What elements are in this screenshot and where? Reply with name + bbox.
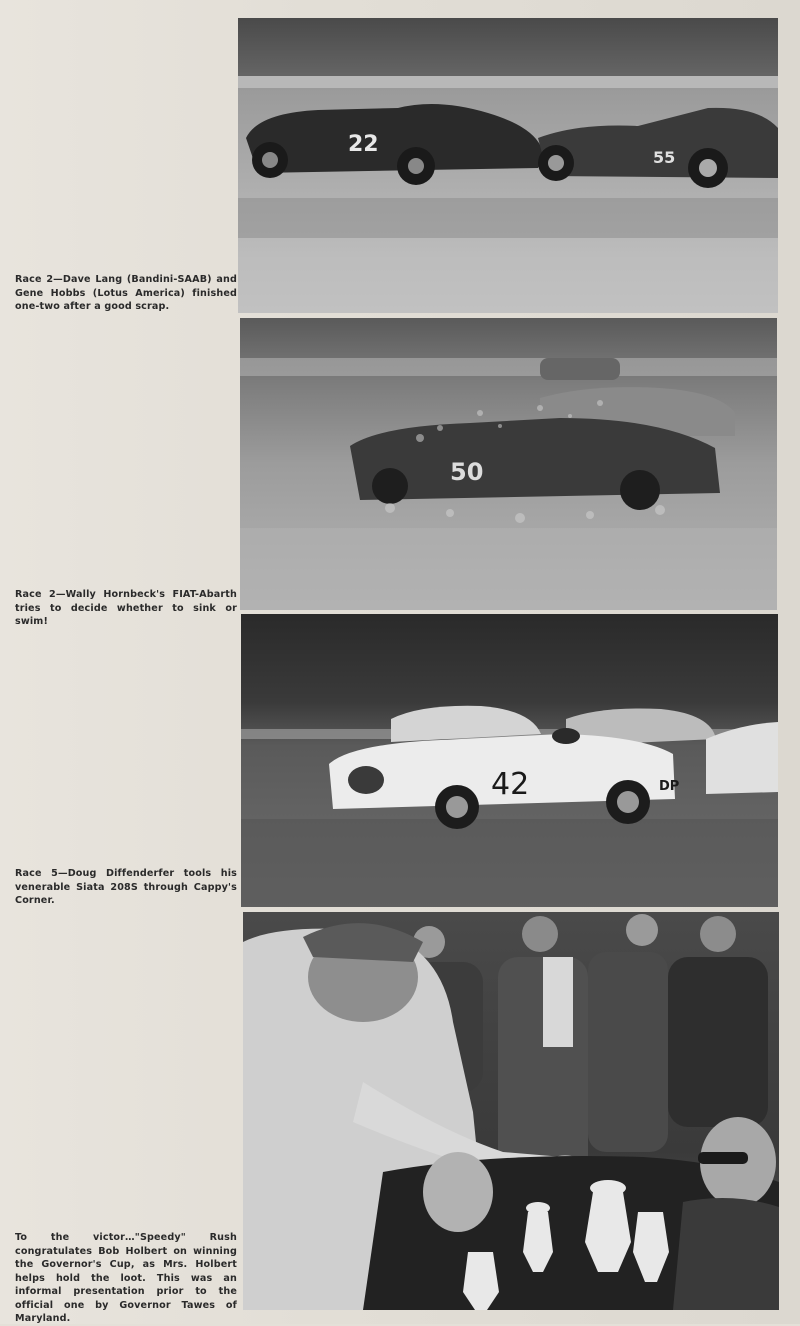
caption-race-5-diffenderfer: Race 5—Doug Diffenderfer tools his venerable Siata 208S through Cappy's Corner. xyxy=(15,868,237,906)
caption-race-2-lang: Race 2—Dave Lang (Bandini-SAAB) and Gene Hobbs (Lotus America) finished one-two after a good scrap. xyxy=(15,274,237,312)
siata-208s-class: DP xyxy=(659,779,680,794)
background-car-1 xyxy=(540,358,620,380)
mrs-holbert-head xyxy=(423,1152,493,1232)
trophy-photo-image xyxy=(243,912,779,1310)
holbert-jacket xyxy=(673,1198,779,1310)
race-photo-3-image xyxy=(241,614,778,907)
siata-208s-grille xyxy=(348,766,384,794)
race-photo-2 xyxy=(240,318,777,610)
trophy-photo xyxy=(243,912,779,1310)
fiat-abarth-number: 50 xyxy=(450,458,484,486)
siata-208s-number: 42 xyxy=(491,767,530,802)
race-photo-1 xyxy=(238,18,778,313)
driver-helmet xyxy=(552,728,580,744)
race-photo-1-image xyxy=(238,18,778,313)
race-photo-3 xyxy=(241,614,778,907)
car-55-number: 55 xyxy=(653,148,676,167)
holbert-sunglasses xyxy=(698,1152,748,1164)
caption-race-2-hornbeck: Race 2—Wally Hornbeck's FIAT-Abarth tries to decide whether to sink or swim! xyxy=(15,589,237,627)
race-photo-2-image xyxy=(240,318,777,610)
caption-governors-cup: To the victor…"Speedy" Rush congratulates Bob Holbert on winning the Governor's Cup, as Mrs. Holbert helps hold the loot. This was an informal presentation prior to the official one by Governor Tawes of Maryland. xyxy=(15,1232,237,1324)
car-22-number: 22 xyxy=(348,132,379,157)
fiat-abarth-wheel-front xyxy=(372,468,408,504)
fiat-abarth-wheel-rear xyxy=(620,470,660,510)
